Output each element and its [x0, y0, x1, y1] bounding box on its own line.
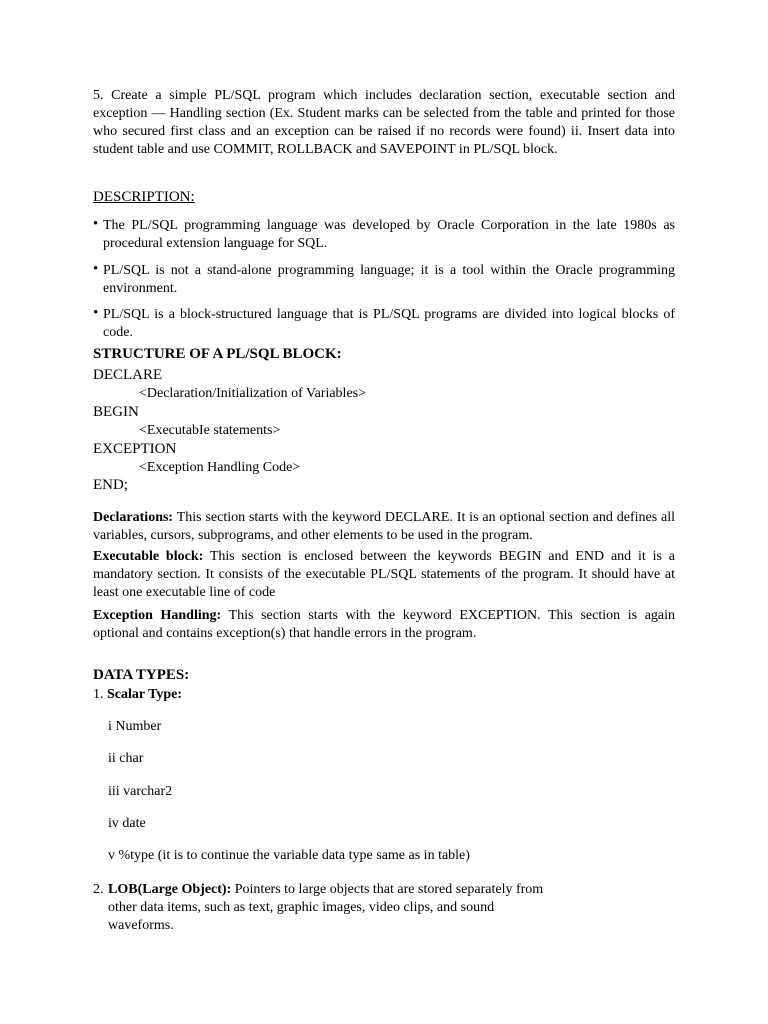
exercise-statement: 5. Create a simple PL/SQL program which includes declaration section, executable section and exception — Handling section (Ex. Student marks can be selected from the table and printed for those who secured first class and an exception can be raised if no records were found) ii. Insert data into student table and use COMMIT, ROLLBACK and SAVEPOINT in PL/SQL block.	[93, 88, 675, 157]
scalar-item: ii char	[108, 751, 144, 766]
bullet-icon: •	[93, 216, 99, 232]
declarations-text: This section starts with the keyword DECLARE. It is an optional section and defines all variables, cursors, subprograms, and other elements to be used in the program.	[93, 510, 676, 543]
scalar-type-entry	[93, 687, 182, 703]
description-bullet	[93, 306, 675, 342]
executable-paragraph	[93, 548, 675, 602]
lob-text: Pointers to large objects that are stored separately from other data items, such as text, graphic images, video clips, and sound waveforms.	[108, 882, 544, 933]
lob-entry	[93, 881, 563, 935]
description-heading: DESCRIPTION:	[93, 189, 195, 205]
list-number: 1.	[93, 687, 104, 702]
declarations-label: Declarations:	[93, 510, 174, 525]
scalar-item: i Number	[108, 719, 162, 734]
scalar-item: iv date	[108, 816, 146, 831]
scalar-item: iii varchar2	[108, 784, 173, 799]
exception-label: Exception Handling:	[93, 608, 222, 623]
scalar-item: v %type (it is to continue the variable data type same as in table)	[108, 848, 470, 863]
declarations-paragraph	[93, 509, 675, 545]
description-bullet	[93, 262, 675, 298]
exception-paragraph	[93, 607, 675, 643]
executable-label: Executable block:	[93, 549, 204, 564]
bullet-icon: •	[93, 261, 99, 277]
executable-text: This section is enclosed between the keywords BEGIN and END and it is a mandatory section. It consists of the executable PL/SQL statements of the program. It should have at least one executable line of code	[93, 549, 675, 600]
structure-heading: STRUCTURE OF A PL/SQL BLOCK:	[93, 346, 342, 362]
description-bullet	[93, 217, 675, 253]
bullet-icon: •	[93, 305, 99, 321]
declare-keyword: DECLARE	[93, 367, 163, 383]
list-number: 2.	[93, 882, 104, 897]
bullet-text: The PL/SQL programming language was developed by Oracle Corporation in the late 1980s as procedural extension language for SQL.	[103, 218, 675, 251]
declare-body: <Declaration/Initialization of Variables>	[139, 386, 367, 401]
begin-body: <ExecutabIe statements>	[139, 423, 281, 438]
scalar-type-label: Scalar Type:	[107, 687, 183, 702]
bullet-text: PL/SQL is not a stand-alone programming language; it is a tool within the Oracle programming environment.	[103, 263, 675, 296]
exception-body: <Exception Handling Code>	[139, 460, 301, 475]
data-types-heading: DATA TYPES:	[93, 667, 190, 683]
lob-label: LOB(Large Object):	[108, 882, 232, 897]
bullet-text: PL/SQL is a block-structured language that is PL/SQL programs are divided into logical blocks of code.	[103, 307, 675, 340]
lob-description	[108, 881, 563, 935]
end-keyword: END;	[93, 477, 128, 493]
begin-keyword: BEGIN	[93, 404, 139, 420]
exception-keyword: EXCEPTION	[93, 441, 177, 457]
exception-text: This section starts with the keyword EXCEPTION. This section is again optional and contains exception(s) that handle errors in the program.	[93, 608, 676, 641]
